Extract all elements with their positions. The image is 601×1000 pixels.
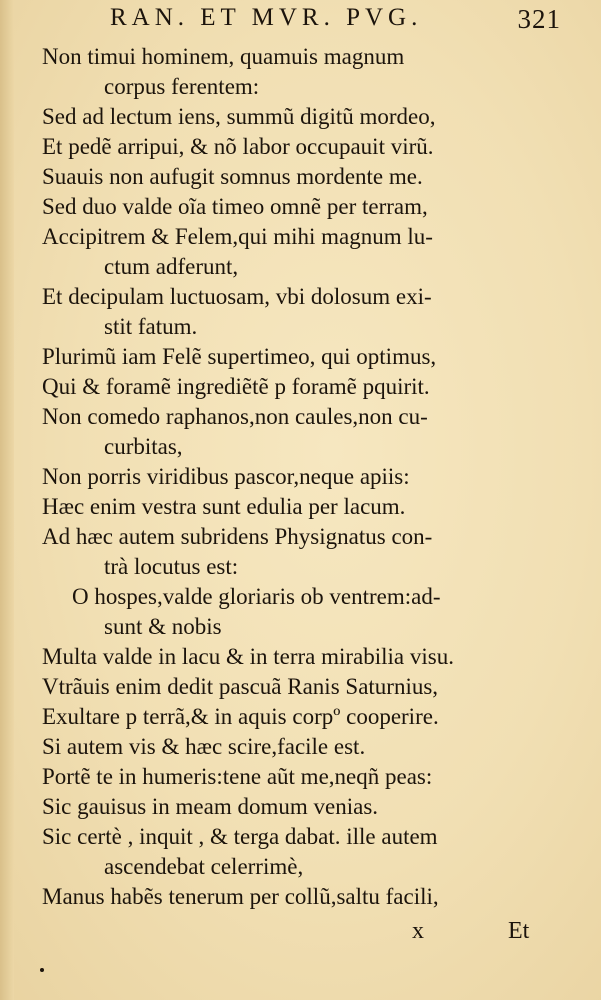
text-line: Plurimũ iam Felẽ supertimeo, qui optimus, <box>42 344 437 369</box>
text-line: corpus ferentem: <box>104 74 260 99</box>
text-line: Non comedo raphanos,non caules,non cu- <box>42 404 428 429</box>
text-line: curbitas, <box>104 434 183 459</box>
text-line: sunt & nobis <box>104 614 222 639</box>
page-number: 321 <box>517 4 561 34</box>
text-line: O hospes,valde gloriaris ob ventrem:ad- <box>72 584 441 609</box>
text-line: Manus habẽs tenerum per collũ,saltu facili, <box>42 884 439 909</box>
text-line: Exultare p terrã,& in aquis corpº cooperire. <box>42 704 439 729</box>
running-head: RAN. ET MVR. PVG. <box>110 4 423 31</box>
text-line: Si autem vis & hæc scire,facile est. <box>42 734 366 759</box>
text-line: Sed duo valde oĩa timeo omnẽ per terram, <box>42 194 428 219</box>
text-line: ctum adferunt, <box>104 254 239 279</box>
text-line: Qui & foramẽ ingrediẽtẽ p foramẽ pquirit. <box>42 374 430 399</box>
text-line: trà locutus est: <box>104 554 239 579</box>
text-line: Multa valde in lacu & in terra mirabilia visu. <box>42 644 454 669</box>
text-line: Vtrãuis enim dedit pascuã Ranis Saturnius, <box>42 674 439 699</box>
text-line: Sic gauisus in meam domum venias. <box>42 794 379 819</box>
catchword: Et <box>508 918 530 944</box>
ink-speck <box>40 968 44 972</box>
text-line: Hæc enim vestra sunt edulia per lacum. <box>42 494 406 519</box>
text-line: Sed ad lectum iens, summũ digitũ mordeo, <box>42 104 436 129</box>
text-line: Portẽ te in humeris:tene aũt me,neqñ peas: <box>42 764 433 789</box>
page-header <box>100 4 561 34</box>
page-gutter <box>0 0 14 1000</box>
signature-mark: x <box>412 918 424 944</box>
text-line: Et decipulam luctuosam, vbi dolosum exi- <box>42 284 432 309</box>
text-line: Non timui hominem, quamuis magnum <box>42 44 405 69</box>
text-line: Non porris viridibus pascor,neque apiis: <box>42 464 410 489</box>
text-line: Suauis non aufugit somnus mordente me. <box>42 164 423 189</box>
text-line: stit fatum. <box>104 314 198 339</box>
text-line: Sic certè , inquit , & terga dabat. ille autem <box>42 824 438 849</box>
text-line: ascendebat celerrimè, <box>104 854 304 879</box>
text-line: Accipitrem & Felem,qui mihi magnum lu- <box>42 224 433 249</box>
text-block <box>42 42 547 912</box>
text-line: Et pedẽ arripui, & nõ labor occupauit virũ. <box>42 134 434 159</box>
text-line: Ad hæc autem subridens Physignatus con- <box>42 524 433 549</box>
